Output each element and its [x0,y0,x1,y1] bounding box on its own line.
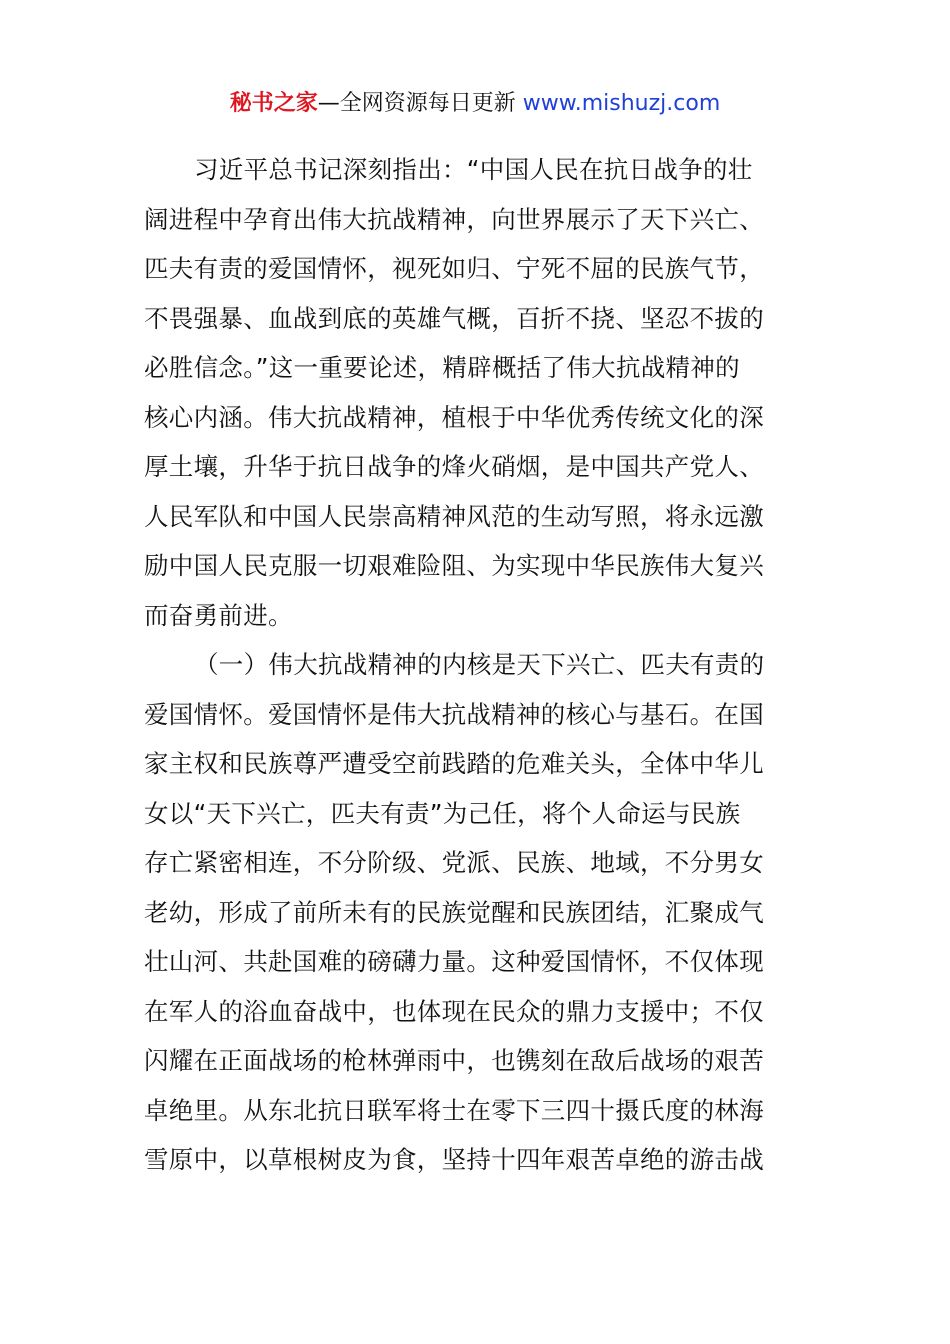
paragraph-line: 人民军队和中国人民崇高精神风范的生动写照，将永远激 [144,501,764,531]
paragraph-line: 励中国人民克服一切艰难险阻、为实现中华民族伟大复兴 [144,551,764,580]
header-url-link[interactable]: www.mishuzj.com [522,91,721,116]
paragraph-line: 核心内涵。伟大抗战精神，植根于中华优秀传统文化的深 [144,402,764,432]
paragraph-line: 必胜信念。”这一重要论述，精辟概括了伟大抗战精神的 [144,353,740,382]
paragraph-line: 匹夫有责的爱国情怀，视死如归、宁死不屈的民族气节， [144,254,764,283]
paragraph-line: 习近平总书记深刻指出：“中国人民在抗日战争的壮 [194,155,753,184]
page-header [0,86,950,122]
paragraph-line: 厚土壤，升华于抗日战争的烽火硝烟，是中国共产党人、 [144,452,764,481]
paragraph-line: 不畏强暴、血战到底的英雄气概，百折不挠、坚忍不拔的 [144,303,764,333]
paragraph-line: 女以“天下兴亡，匹夫有责”为己任，将个人命运与民族 [144,798,741,828]
header-brand: 秘书之家 [229,91,318,116]
paragraph-line: （一）伟大抗战精神的内核是天下兴亡、匹夫有责的 [194,650,765,679]
paragraph-line: 老幼，形成了前所未有的民族觉醒和民族团结，汇聚成气 [144,897,764,927]
document-body [144,145,808,1185]
paragraph-line: 存亡紧密相连，不分阶级、党派、民族、地域，不分男女 [144,848,764,877]
paragraph-line: 雪原中，以草根树皮为食，坚持十四年艰苦卓绝的游击战 [144,1145,764,1174]
paragraph-line: 卓绝里。从东北抗日联军将士在零下三四十摄氏度的林海 [144,1095,764,1125]
paragraph-line: 在军人的浴血奋战中，也体现在民众的鼎力支援中；不仅 [144,996,764,1026]
paragraph-line: 而奋勇前进。 [144,600,293,630]
paragraph-line: 闪耀在正面战场的枪林弹雨中，也镌刻在敌后战场的艰苦 [144,1046,764,1075]
paragraph [144,640,808,1185]
paragraph [144,145,808,640]
paragraph-line: 阔进程中孕育出伟大抗战精神，向世界展示了天下兴亡、 [144,204,764,234]
paragraph-line: 壮山河、共赴国难的磅礴力量。这种爱国情怀，不仅体现 [144,947,764,976]
header-tagline: —全网资源每日更新 [317,91,523,116]
paragraph-line: 家主权和民族尊严遭受空前践踏的危难关头，全体中华儿 [144,749,764,778]
paragraph-line: 爱国情怀。爱国情怀是伟大抗战精神的核心与基石。在国 [144,699,764,729]
